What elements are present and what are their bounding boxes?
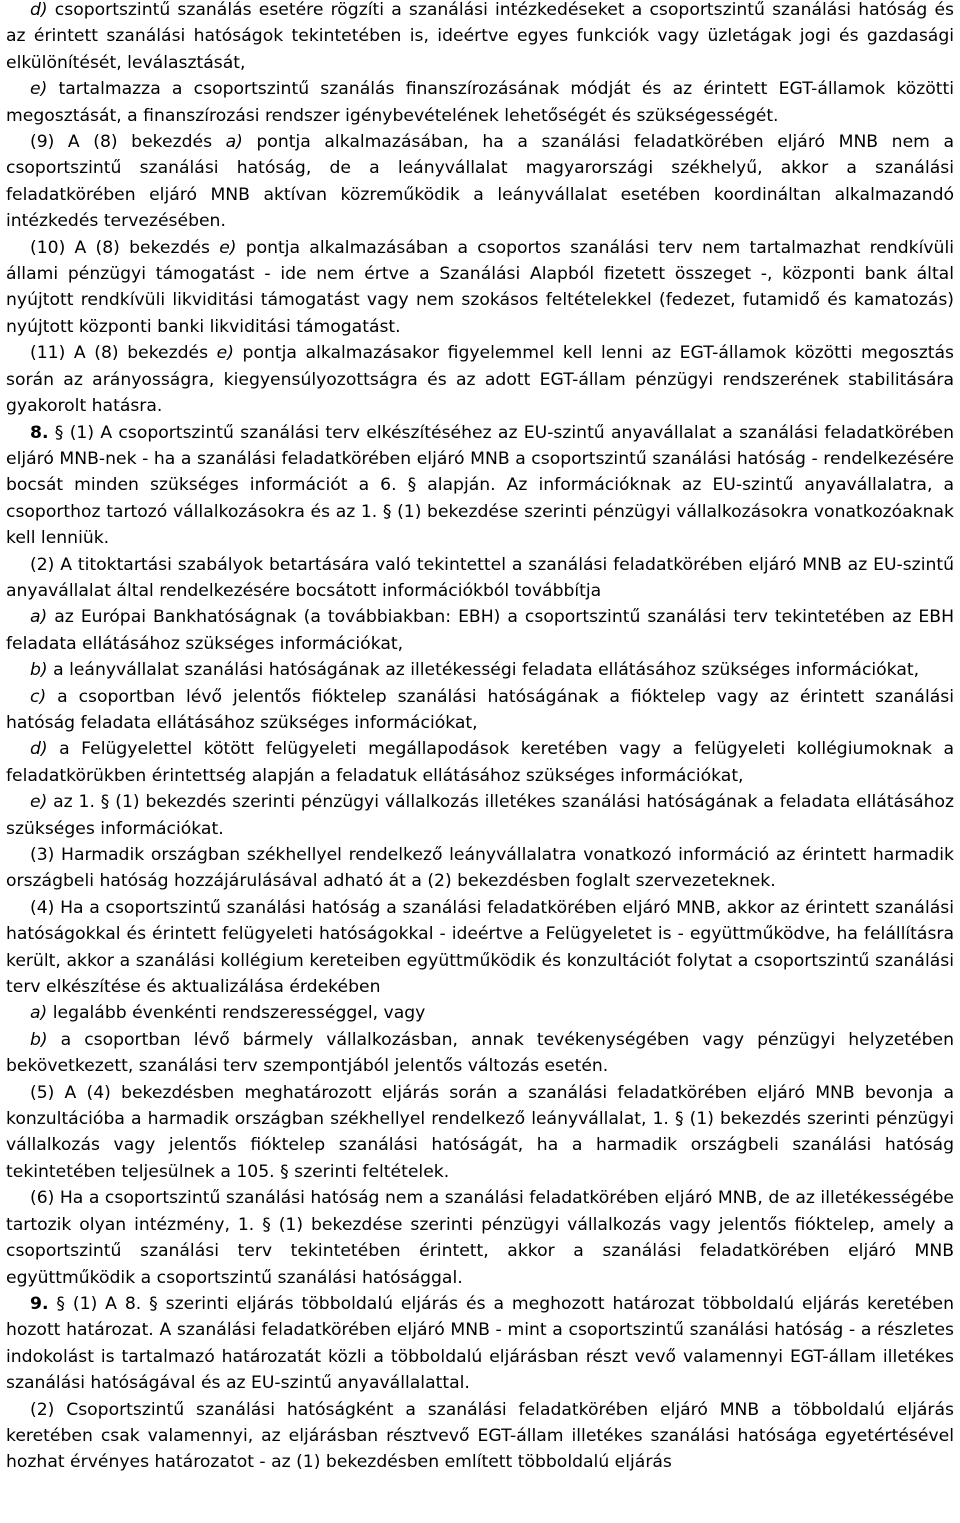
paragraph-text: a csoportban lévő bármely vállalkozásban, annak tevékenységében vagy pénzügyi helyzetében bekövetkezett, szanálási terv szempontjából jelentős változás esetén. xyxy=(6,1029,954,1077)
paragraph-text: e) xyxy=(30,792,48,813)
paragraph-text: pontja alkalmazásában, ha a szanálási feladatkörében eljáró MNB nem a csoportszintű szanálási hatóság, de a leányvállalat magyarországi székhelyű, akkor a szanálási feladatkörében eljáró MNB aktívan közreműködik a leányvállalat esetében koordináltan alkalmazandó intézkedés tervezésében. xyxy=(6,132,954,232)
paragraph-text: b) xyxy=(30,660,48,681)
paragraph-text: § (1) A csoportszintű szanálási terv elkészítéséhez az EU-szintű anyavállalat a szanálási feladatkörében eljáró MNB-nek - ha a szanálási feladatkörében eljáró MNB a csoportszintű szanálási hatóság - rendelkezésére bocsát minden szükséges információt a 6. § alapján. Az információknak az EU-szintű anyavállalatra, a csoporthoz tartozó vállalkozásokra és az 1. § (1) bekezdése szerinti pénzügyi vállalkozásokra vonatkozóaknak kell lenniük. xyxy=(6,422,954,549)
paragraph-text: (2) A titoktartási szabályok betartására való tekintettel a szanálási feladatkörében eljáró MNB az EU-szintű anyavállalat által rendelkezésére bocsátott információkból továbbítja xyxy=(6,554,954,601)
paragraph-p-9-1 xyxy=(6,1291,954,1397)
paragraph-text: (3) Harmadik országban székhellyel rendelkező leányvállalatra vonatkozó információ az érintett harmadik országbeli hatóság hozzájárulásával adható át a (2) bekezdésben foglalt szervezeteknek. xyxy=(6,845,954,892)
paragraph-text: c) xyxy=(30,686,47,707)
paragraph-p-8-4a xyxy=(6,1000,954,1026)
paragraph-p-d xyxy=(6,0,954,76)
paragraph-text: (11) A (8) bekezdés xyxy=(30,343,217,364)
paragraph-p-8-4b xyxy=(6,1027,954,1080)
paragraph-text: e) xyxy=(216,343,234,364)
paragraph-p-10 xyxy=(6,235,954,341)
paragraph-p-e xyxy=(6,76,954,129)
paragraph-text: d) xyxy=(30,739,48,760)
paragraph-p-9-2 xyxy=(6,1397,954,1476)
paragraph-text: az 1. § (1) bekezdés szerinti pénzügyi vállalkozás illetékes szanálási hatóságának a feladata ellátásához szükséges információkat. xyxy=(6,792,954,839)
paragraph-text: (9) A (8) bekezdés xyxy=(30,132,226,153)
paragraph-text: pontja alkalmazásakor figyelemmel kell lenni az EGT-államok közötti megosztás során az arányosságra, kiegyensúlyozottságra és az adott EGT-állam pénzügyi rendszerének stabilitására gyakorolt hatásra. xyxy=(6,343,954,417)
paragraph-p-8-2a xyxy=(6,604,954,657)
paragraph-text: csoportszintű szanálás esetére rögzíti a szanálási intézkedéseket a csoportszintű szanálási hatóság és az érintett szanálási hatóságok tekintetében is, ideértve egyes funkciók vagy üzletágak jogi és gazdasági elkülönítését, leválasztását, xyxy=(6,0,954,73)
paragraph-text: tartalmazza a csoportszintű szanálás finanszírozásának módját és az érintett EGT-államok közötti megosztását, a finanszírozási rendszer igénybevételének lehetőségét és szükségességét. xyxy=(6,79,954,126)
paragraph-p-8-2c xyxy=(6,684,954,737)
paragraph-p-8-5 xyxy=(6,1080,954,1186)
paragraph-text: a) xyxy=(30,1003,48,1024)
paragraph-text: legalább évenkénti rendszerességgel, vagy xyxy=(47,1003,426,1024)
paragraph-p-8-4 xyxy=(6,895,954,1001)
paragraph-text: a Felügyelettel kötött felügyeleti megállapodások keretében vagy a felügyeleti kollégiumoknak a feladatkörükben érintettség alapján a feladatuk ellátásához szükséges információkat, xyxy=(6,739,954,786)
paragraph-text: d) xyxy=(30,0,48,20)
paragraph-text: a csoportban lévő jelentős fióktelep szanálási hatóságának a fióktelep vagy az érintett szanálási hatóság feladata ellátásához szükséges információkat, xyxy=(6,686,954,733)
paragraph-text: (2) Csoportszintű szanálási hatóságként a szanálási feladatkörében eljáró MNB a többoldalú eljárás keretében csak valamennyi, az eljárásban résztvevő EGT-állam illetékes szanálási hatósága egyetértésével hozhat érvényes határozatot - az (1) bekezdésben említett többoldalú eljárás xyxy=(6,1399,954,1473)
paragraph-text: pontja alkalmazásában a csoportos szanálási terv nem tartalmazhat rendkívüli állami pénzügyi támogatást - ide nem értve a Szanálási Alapból fizetett összeget -, központi bank által nyújtott rendkívüli likviditási támogatást vagy nem szokásos feltételekkel (fedezet, futamidő és kamatozás) nyújtott központi banki likviditási támogatást. xyxy=(6,237,954,337)
paragraph-p-11 xyxy=(6,340,954,419)
paragraph-p-8-1 xyxy=(6,420,954,552)
paragraph-p-8-2e xyxy=(6,789,954,842)
paragraph-p-8-2b xyxy=(6,657,954,683)
paragraph-text: a leányvállalat szanálási hatóságának az illetékességi feladata ellátásához szükséges információkat, xyxy=(47,660,920,681)
paragraph-text: a) xyxy=(225,132,243,153)
paragraph-text: e) xyxy=(219,237,237,258)
paragraph-text: 8. xyxy=(30,422,49,443)
paragraph-text: (10) A (8) bekezdés xyxy=(30,237,220,258)
paragraph-text: 9. xyxy=(30,1293,49,1314)
paragraph-text: a) xyxy=(30,607,48,628)
paragraph-text: § (1) A 8. § szerinti eljárás többoldalú eljárás és a meghozott határozat többoldalú eljárás keretében hozott határozat. A szanálási feladatkörében eljáró MNB - mint a csoportszintű szanálási hatóság - a részletes indokolást is tartalmazó határozatát közli a többoldalú eljárásban részt vevő valamennyi EGT-állam illetékes szanálási hatóságával és az EU-szintű anyavállalattal. xyxy=(6,1293,954,1394)
paragraph-text: (4) Ha a csoportszintű szanálási hatóság a szanálási feladatkörében eljáró MNB, akkor az érintett szanálási hatóságokkal és érintett felügyeleti hatóságokkal - ideértve a Felügyeletet is - együttműködve, ha felállításra került, akkor a szanálási kollégium kereteiben együttműködik és konzultációt folytat a csoportszintű szanálási terv elkészítése és aktualizálása érdekében xyxy=(6,897,954,998)
paragraph-text: b) xyxy=(30,1029,48,1050)
paragraph-p-8-2d xyxy=(6,736,954,789)
paragraph-p-8-6 xyxy=(6,1185,954,1291)
paragraph-text: e) xyxy=(30,79,48,100)
paragraph-text: (6) Ha a csoportszintű szanálási hatóság nem a szanálási feladatkörében eljáró MNB, de az illetékességébe tartozik olyan intézmény, 1. § (1) bekezdése szerinti pénzügyi vállalkozás vagy jelentős fióktelep, amely a csoportszintű szanálási terv tekintetében érintett, akkor a szanálási feladatkörében eljáró MNB együttműködik a csoportszintű szanálási hatósággal. xyxy=(6,1188,954,1288)
paragraph-p-8-3 xyxy=(6,842,954,895)
paragraph-p-9 xyxy=(6,129,954,235)
paragraph-text: (5) A (4) bekezdésben meghatározott eljárás során a szanálási feladatkörében eljáró MNB bevonja a konzultációba a harmadik országban székhellyel rendelkező leányvállalat, 1. § (1) bekezdés szerinti pénzügyi vállalkozás vagy jelentős fióktelep szanálási hatóságát, ha a harmadik országbeli szanálási hatóság tekintetében teljesülnek a 105. § szerinti feltételek. xyxy=(6,1082,954,1182)
paragraph-text: az Európai Bankhatóságnak (a továbbiakban: EBH) a csoportszintű szanálási terv tekintetében az EBH feladata ellátásához szükséges információkat, xyxy=(6,607,954,654)
paragraph-p-8-2 xyxy=(6,552,954,605)
